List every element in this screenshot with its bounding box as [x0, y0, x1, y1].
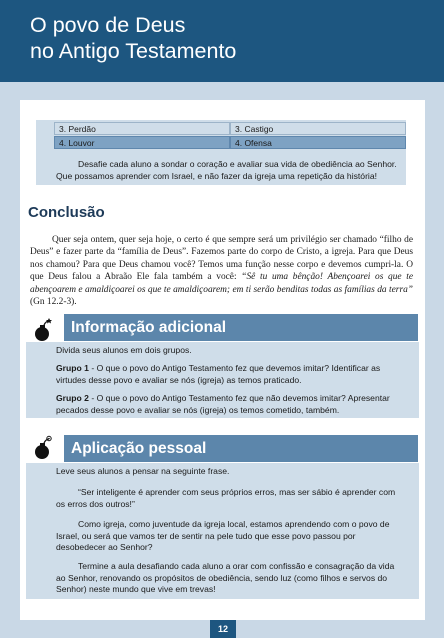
review-box: [36, 120, 406, 185]
title-line-2: no Antigo Testamento: [30, 39, 237, 63]
group-2-label: Grupo 2: [56, 393, 89, 403]
group-1-text: - O que o povo do Antigo Testamento fez que devemos imitar? Identificar as virtudes desse povo e avaliar se nós (igreja) as temos praticado.: [56, 363, 381, 385]
info-intro: Divida seus alunos em dois grupos.: [56, 345, 192, 355]
conclusion-ref: (Gn 12.2-3).: [30, 297, 77, 308]
table-cell: 3. Castigo: [230, 122, 406, 135]
info-group-1: [56, 363, 406, 386]
table-cell: 4. Louvor: [54, 136, 230, 149]
group-1-label: Grupo 1: [56, 363, 89, 373]
info-title: Informação adicional: [71, 319, 227, 336]
bomb-icon: [28, 315, 58, 345]
application-p3: Como igreja, como juventude da igreja local, estamos aprendendo com o povo de Israel, ou será que vamos ter de sentir na pele tudo que esse povo passou por desobedecer ao Senhor?: [56, 519, 390, 552]
table-cell: 3. Perdão: [54, 122, 230, 135]
bomb-icon: [28, 433, 58, 463]
application-p4: Termine a aula desafiando cada aluno a orar com confissão e consagração da vida ao Senhor, renovando os propósitos de obediência, sendo luz (como filhos e servos do Senhor) neste mundo que vive em trevas!: [56, 561, 395, 594]
table-cell: 4. Ofensa: [230, 136, 406, 149]
page-title: [30, 12, 236, 64]
page-header: [0, 0, 444, 82]
application-title-bar: [64, 435, 418, 462]
group-2-text: - O que o povo do Antigo Testamento fez que não devemos imitar? Apresentar pecados desse povo e avaliar se nós (igreja) os temos cometido, também.: [56, 393, 390, 415]
application-icon-box: [28, 433, 58, 463]
content-page: [20, 100, 425, 620]
info-icon-box: [28, 315, 58, 345]
application-p2: “Ser inteligente é aprender com seus próprios erros, mas ser sábio é aprender com os erros dos outros!”: [56, 487, 396, 509]
application-title: Aplicação pessoal: [71, 440, 207, 457]
info-group-2: [56, 393, 406, 416]
application-p1: Leve seus alunos a pensar na seguinte frase.: [56, 466, 230, 476]
title-line-1: O povo de Deus: [30, 13, 186, 37]
info-title-bar: [64, 314, 418, 341]
conclusion-plain: Quer seja ontem, quer seja hoje, o certo é que sempre será um privilégio ser chamado “filho de Deus” e fazer parte da “família de Deus”. Fazemos parte do corpo de Cristo, a igreja. Para que Deus nos chamou? Para que Deus chamou você? Temos uma função nesse corpo e devemos cumpri-la. O que Deus falou a Abraão Ele fala também a você:: [30, 235, 413, 283]
conclusion-heading: Conclusão: [28, 204, 105, 221]
application-body: [26, 463, 419, 599]
page-number: 12: [210, 620, 236, 638]
conclusion-quote: “Sê tu uma bênção! Abençoarei os que te abençoarem e amaldiçoarei os que te amaldiçoarem; em ti serão benditas todas as famílias da terra”: [30, 272, 413, 295]
conclusion-text: [30, 234, 413, 308]
info-body: [26, 342, 419, 418]
challenge-text: Desafie cada aluno a sondar o coração e avaliar sua vida de obediência ao Senhor. Que possamos aprender com Israel, e não fazer da igreja uma repetição da história!: [56, 159, 397, 181]
